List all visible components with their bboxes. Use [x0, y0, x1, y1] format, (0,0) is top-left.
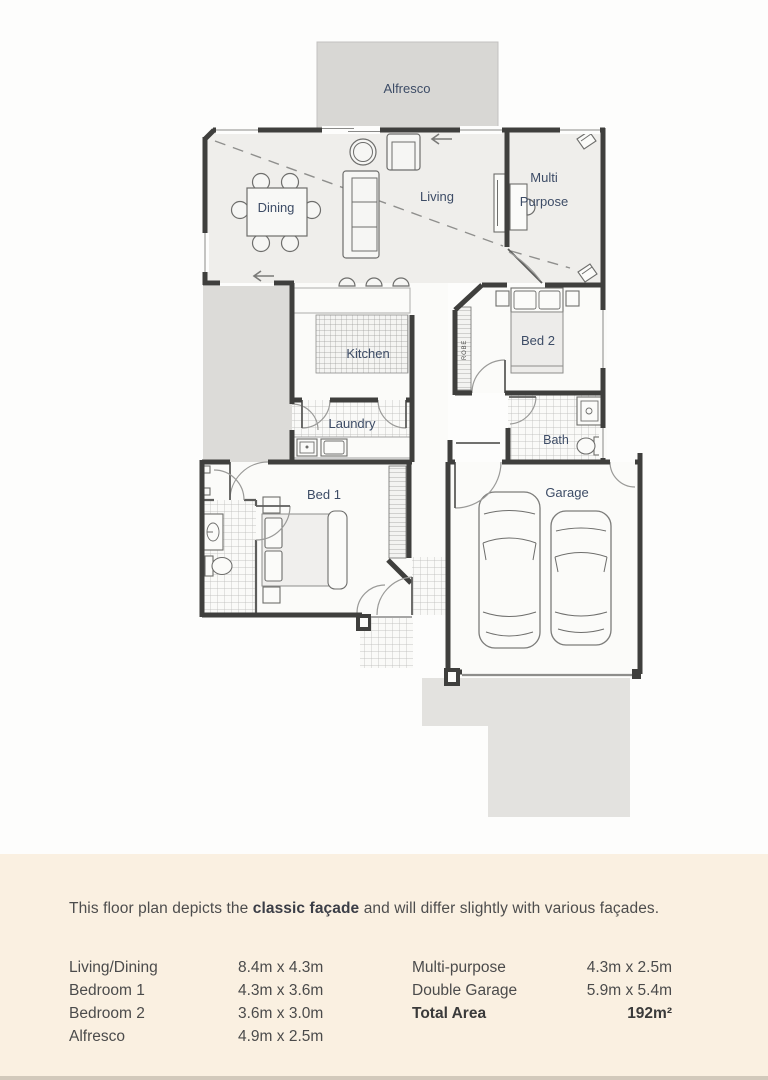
dimensions-table-right	[412, 957, 672, 1025]
dim-value: 4.3m x 3.6m	[238, 982, 324, 1000]
dim-value: 4.3m x 2.5m	[586, 959, 672, 977]
label-purpose: Purpose	[519, 194, 569, 209]
label-multi: Multi	[530, 170, 558, 185]
dim-label: Double Garage	[412, 982, 518, 1000]
label-dining: Dining	[257, 200, 295, 215]
coffee-table-icon	[350, 139, 376, 165]
disclaimer-emphasis: classic façade	[252, 900, 360, 917]
disclaimer-text	[69, 900, 729, 918]
disclaimer-prefix: This floor plan depicts the	[69, 900, 253, 917]
label-alfresco: Alfresco	[383, 81, 431, 96]
label-laundry: Laundry	[328, 416, 376, 431]
label-garage: Garage	[545, 485, 589, 500]
page-bottom-edge	[0, 1076, 768, 1080]
armchair-icon	[387, 134, 420, 170]
driveway-slab	[422, 678, 630, 817]
total-area-value: 192m²	[627, 1004, 672, 1022]
label-living: Living	[420, 189, 454, 204]
car-icon	[479, 492, 540, 648]
tv-unit-icon	[494, 174, 505, 232]
total-area-label: Total Area	[412, 1004, 487, 1022]
label-robe: ROBE	[462, 339, 468, 360]
dim-label: Bedroom 1	[69, 982, 145, 1000]
label-kitchen: Kitchen	[346, 346, 390, 361]
dim-label: Living/Dining	[69, 959, 158, 977]
label-bed2: Bed 2	[521, 333, 555, 348]
sofa-icon	[343, 171, 379, 258]
dim-value: 5.9m x 5.4m	[586, 982, 672, 1000]
label-bed1: Bed 1	[307, 487, 341, 502]
disclaimer-suffix: and will differ slightly with various façades.	[359, 900, 660, 917]
dim-value: 8.4m x 4.3m	[238, 959, 324, 977]
dim-label: Multi-purpose	[412, 959, 506, 977]
footer-panel	[0, 854, 768, 1080]
label-bath: Bath	[543, 433, 569, 447]
dim-value: 3.6m x 3.0m	[238, 1004, 324, 1022]
side-path-slab	[203, 286, 292, 462]
car-icon	[551, 511, 611, 645]
dim-value: 4.9m x 2.5m	[238, 1027, 324, 1045]
dim-label: Bedroom 2	[69, 1004, 145, 1022]
dim-label: Alfresco	[69, 1027, 125, 1045]
dimensions-table-left	[69, 957, 399, 1048]
